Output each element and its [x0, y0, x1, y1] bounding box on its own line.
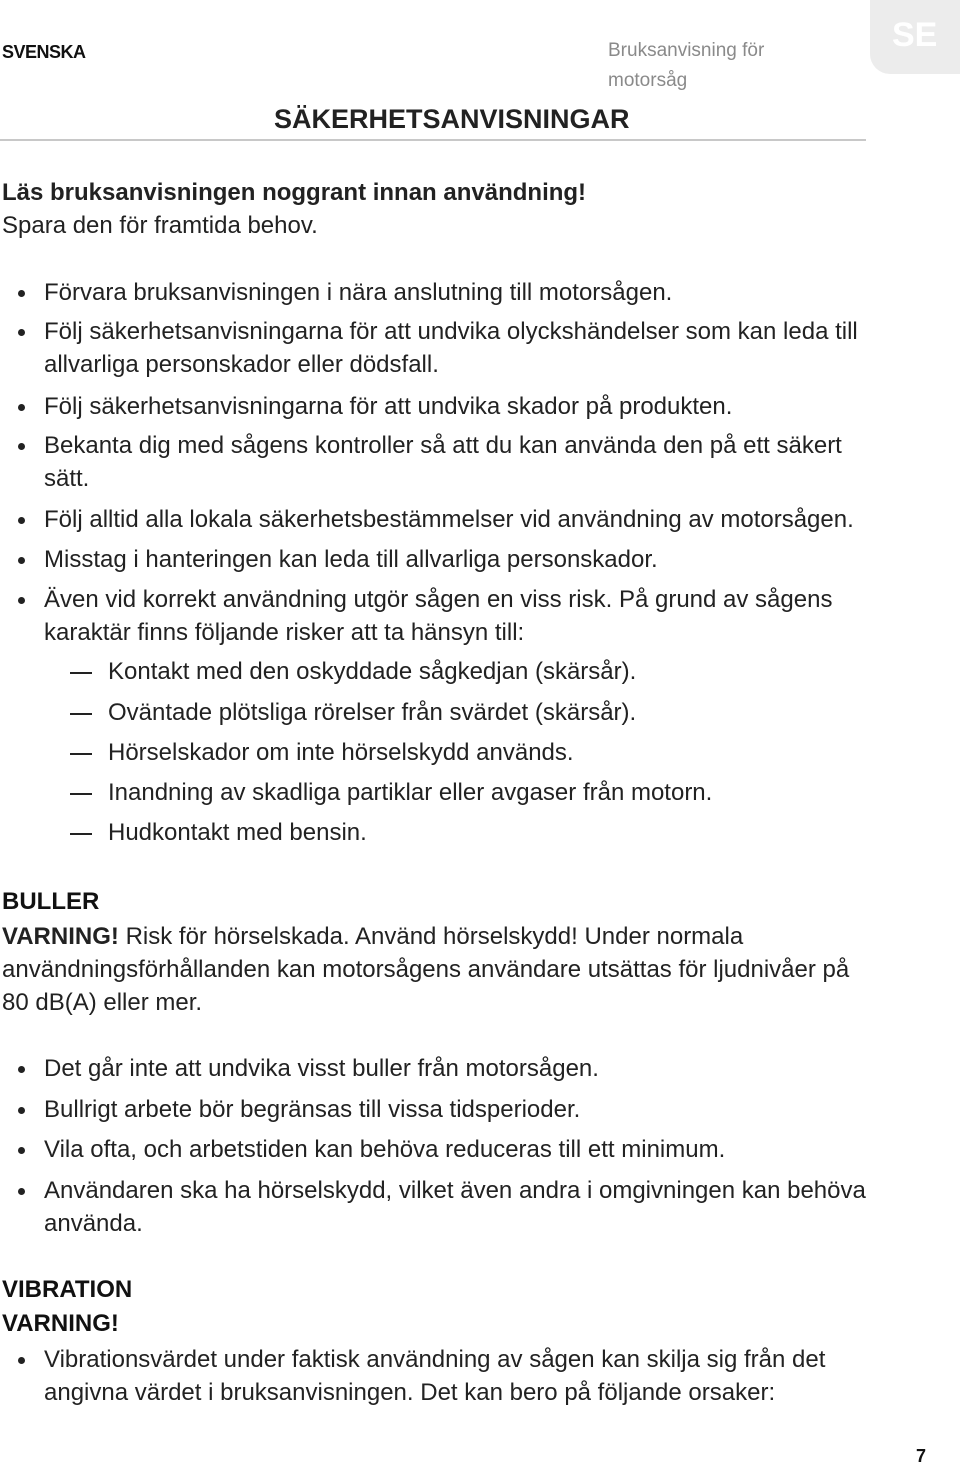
manual-title: Bruksanvisning för motorsåg: [608, 40, 765, 91]
language-code: SE: [892, 16, 938, 54]
vibration-warning-label: VARNING!: [2, 1310, 119, 1337]
list-item: Följ säkerhetsanvisningarna för att undvika olyckshändelser som kan leda till allvarliga personskador eller dödsfall.: [44, 315, 874, 381]
list-item: Följ säkerhetsanvisningarna för att undvika skador på produkten.: [44, 390, 874, 423]
risk-item: Inandning av skadliga partiklar eller avgaser från motorn.: [108, 776, 868, 809]
list-item: Följ alltid alla lokala säkerhetsbestämmelser vid användning av motorsågen.: [44, 503, 874, 536]
risk-item: Kontakt med den oskyddade sågkedjan (skärsår).: [108, 655, 868, 688]
noise-warning-label: VARNING!: [2, 923, 119, 950]
list-item: Även vid korrekt användning utgör sågen en viss risk. På grund av sågens karaktär finns följande risker att ta hänsyn till:: [44, 583, 874, 649]
intro-paragraph: [2, 176, 862, 242]
list-item: Vibrationsvärdet under faktisk användning av sågen kan skilja sig från det angivna värdet i bruksanvisningen. Det kan bero på följande orsaker:: [44, 1343, 874, 1409]
intro-bold: Läs bruksanvisningen noggrant innan användning!: [2, 179, 587, 206]
list-item: Bekanta dig med sågens kontroller så att du kan använda den på ett säkert sätt.: [44, 429, 874, 495]
intro-text: Spara den för framtida behov.: [2, 212, 318, 239]
list-item: Det går inte att undvika visst buller från motorsågen.: [44, 1052, 874, 1085]
list-item: Misstag i hanteringen kan leda till allvarliga personskador.: [44, 543, 874, 576]
page-number: 7: [916, 1446, 927, 1466]
noise-warning: [2, 920, 862, 1019]
list-item: Användaren ska ha hörselskydd, vilket även andra i omgivningen kan behöva använda.: [44, 1174, 874, 1240]
language-label: SVENSKA: [2, 42, 86, 62]
noise-warning-text: Risk för hörselskada. Använd hörselskydd! Under normala användningsförhållanden kan motorsågens användare utsättas för ljudnivåer på 80 dB(A) eller mer.: [2, 923, 850, 1016]
list-item: Förvara bruksanvisningen i nära anslutning till motorsågen.: [44, 276, 874, 309]
risk-item: Hörselskador om inte hörselskydd används.: [108, 736, 868, 769]
list-item: Vila ofta, och arbetstiden kan behöva reduceras till ett minimum.: [44, 1133, 874, 1166]
header-divider: [0, 139, 866, 141]
list-item: Bullrigt arbete bör begränsas till vissa tidsperioder.: [44, 1093, 874, 1126]
risk-item: Hudkontakt med bensin.: [108, 816, 868, 849]
risk-item: Oväntade plötsliga rörelser från svärdet (skärsår).: [108, 696, 868, 729]
noise-heading: BULLER: [2, 888, 100, 915]
language-tab: [870, 0, 960, 74]
vibration-heading: VIBRATION: [2, 1276, 133, 1303]
page-title: SÄKERHETSANVISNINGAR: [274, 104, 630, 134]
